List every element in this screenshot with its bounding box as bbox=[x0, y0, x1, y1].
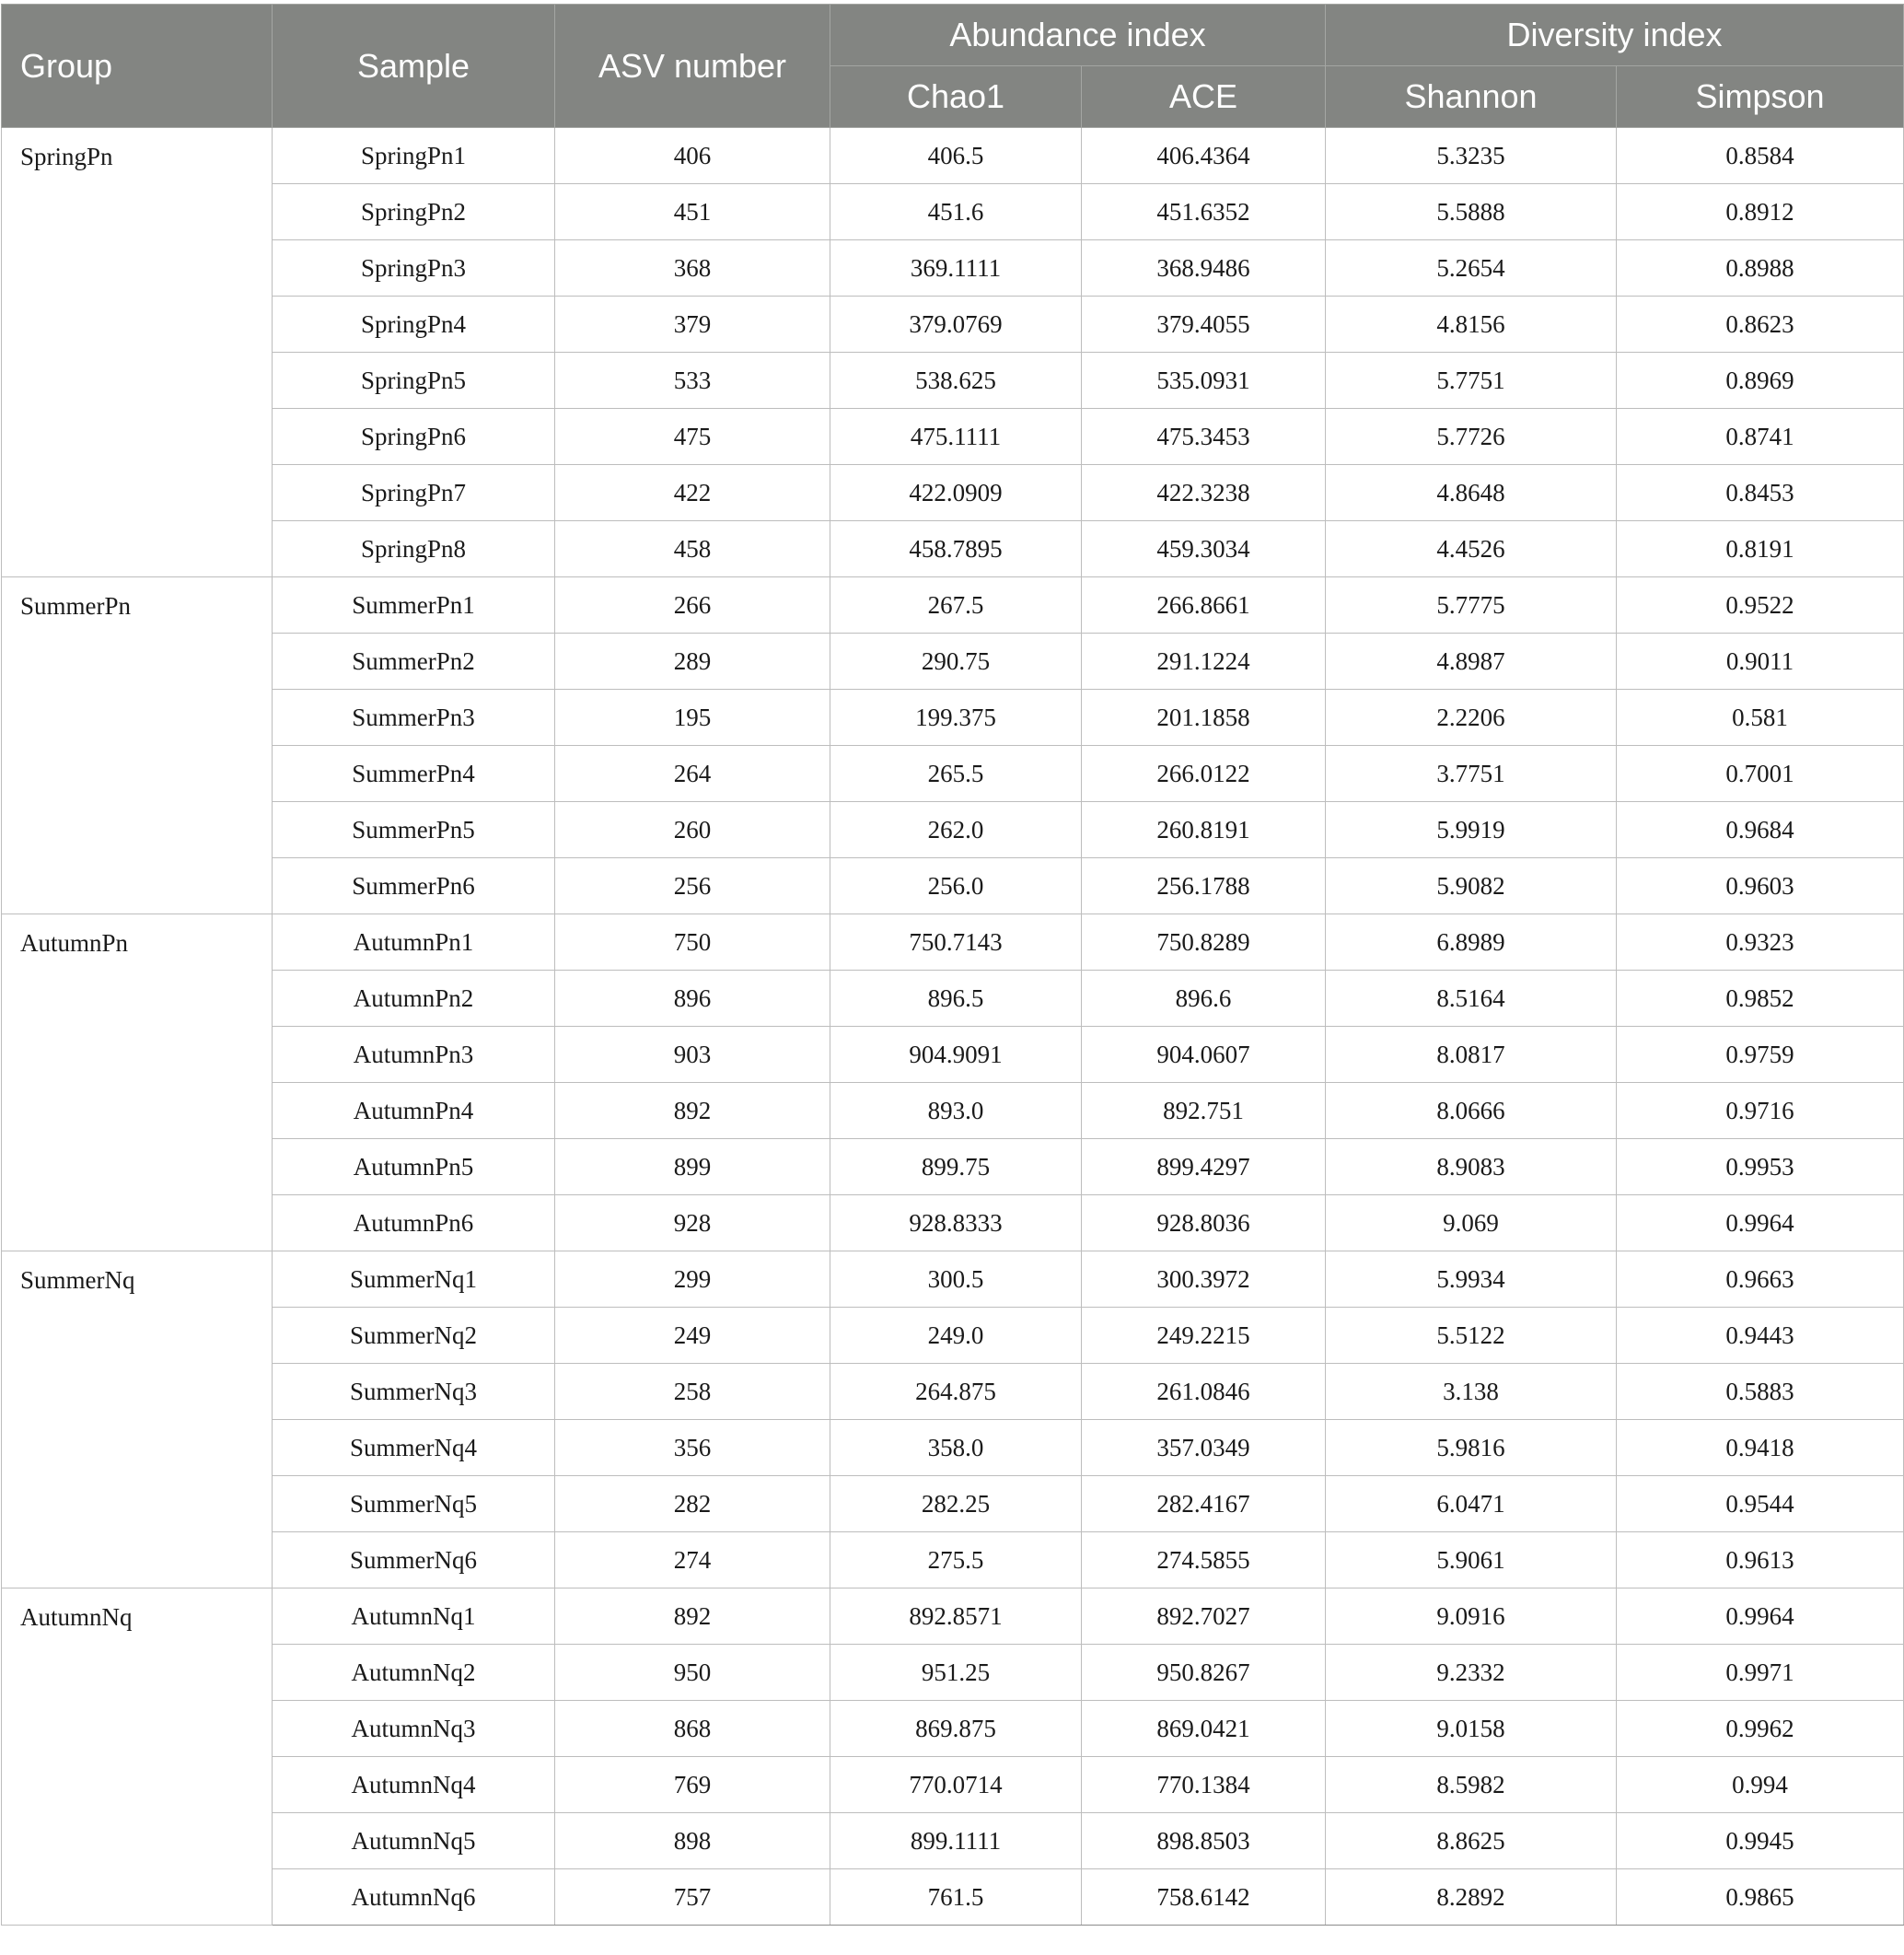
sample-cell: AutumnPn1 bbox=[273, 914, 555, 971]
chao1-cell: 265.5 bbox=[830, 746, 1082, 802]
ace-cell: 928.8036 bbox=[1082, 1195, 1326, 1251]
chao1-cell: 893.0 bbox=[830, 1083, 1082, 1139]
asv-cell: 950 bbox=[555, 1645, 830, 1701]
ace-cell: 300.3972 bbox=[1082, 1251, 1326, 1308]
chao1-cell: 458.7895 bbox=[830, 521, 1082, 577]
sample-cell: SpringPn5 bbox=[273, 353, 555, 409]
table-row bbox=[2, 1251, 1904, 1308]
table-row bbox=[2, 1532, 1904, 1588]
ace-cell: 451.6352 bbox=[1082, 184, 1326, 240]
sample-cell: SummerNq4 bbox=[273, 1420, 555, 1476]
shannon-cell: 8.2892 bbox=[1326, 1869, 1617, 1926]
ace-cell: 422.3238 bbox=[1082, 465, 1326, 521]
table-row bbox=[2, 1364, 1904, 1420]
simpson-cell: 0.9971 bbox=[1617, 1645, 1904, 1701]
header-chao1: Chao1 bbox=[830, 66, 1082, 128]
shannon-cell: 3.138 bbox=[1326, 1364, 1617, 1420]
ace-cell: 261.0846 bbox=[1082, 1364, 1326, 1420]
table-row bbox=[2, 1869, 1904, 1926]
table-row bbox=[2, 128, 1904, 184]
chao1-cell: 256.0 bbox=[830, 858, 1082, 914]
table-row bbox=[2, 1308, 1904, 1364]
table-row bbox=[2, 690, 1904, 746]
ace-cell: 282.4167 bbox=[1082, 1476, 1326, 1532]
shannon-cell: 3.7751 bbox=[1326, 746, 1617, 802]
header-row-1 bbox=[2, 5, 1904, 66]
table-row bbox=[2, 409, 1904, 465]
asv-cell: 533 bbox=[555, 353, 830, 409]
sample-cell: SpringPn3 bbox=[273, 240, 555, 297]
shannon-cell: 5.7775 bbox=[1326, 577, 1617, 634]
asv-cell: 868 bbox=[555, 1701, 830, 1757]
group-cell: SummerNq bbox=[2, 1251, 273, 1588]
ace-cell: 357.0349 bbox=[1082, 1420, 1326, 1476]
table-row bbox=[2, 1645, 1904, 1701]
table-row bbox=[2, 1139, 1904, 1195]
simpson-cell: 0.9953 bbox=[1617, 1139, 1904, 1195]
chao1-cell: 899.75 bbox=[830, 1139, 1082, 1195]
sample-cell: SpringPn8 bbox=[273, 521, 555, 577]
asv-cell: 898 bbox=[555, 1813, 830, 1869]
simpson-cell: 0.9759 bbox=[1617, 1027, 1904, 1083]
ace-cell: 898.8503 bbox=[1082, 1813, 1326, 1869]
shannon-cell: 5.5122 bbox=[1326, 1308, 1617, 1364]
shannon-cell: 5.2654 bbox=[1326, 240, 1617, 297]
chao1-cell: 869.875 bbox=[830, 1701, 1082, 1757]
group-cell: AutumnPn bbox=[2, 914, 273, 1251]
simpson-cell: 0.8191 bbox=[1617, 521, 1904, 577]
chao1-cell: 282.25 bbox=[830, 1476, 1082, 1532]
sample-cell: SummerNq6 bbox=[273, 1532, 555, 1588]
sample-cell: SummerNq5 bbox=[273, 1476, 555, 1532]
sample-cell: AutumnPn4 bbox=[273, 1083, 555, 1139]
simpson-cell: 0.9684 bbox=[1617, 802, 1904, 858]
diversity-table-container bbox=[0, 4, 1904, 1926]
shannon-cell: 8.0817 bbox=[1326, 1027, 1617, 1083]
sample-cell: SpringPn6 bbox=[273, 409, 555, 465]
ace-cell: 896.6 bbox=[1082, 971, 1326, 1027]
asv-cell: 928 bbox=[555, 1195, 830, 1251]
table-header bbox=[2, 5, 1904, 128]
shannon-cell: 5.7751 bbox=[1326, 353, 1617, 409]
group-cell: AutumnNq bbox=[2, 1588, 273, 1926]
sample-cell: AutumnPn3 bbox=[273, 1027, 555, 1083]
sample-cell: SummerNq1 bbox=[273, 1251, 555, 1308]
sample-cell: SummerPn5 bbox=[273, 802, 555, 858]
chao1-cell: 379.0769 bbox=[830, 297, 1082, 353]
shannon-cell: 5.9919 bbox=[1326, 802, 1617, 858]
asv-cell: 903 bbox=[555, 1027, 830, 1083]
shannon-cell: 5.9061 bbox=[1326, 1532, 1617, 1588]
asv-cell: 260 bbox=[555, 802, 830, 858]
simpson-cell: 0.9418 bbox=[1617, 1420, 1904, 1476]
asv-cell: 750 bbox=[555, 914, 830, 971]
header-abundance-index: Abundance index bbox=[830, 5, 1326, 66]
ace-cell: 379.4055 bbox=[1082, 297, 1326, 353]
chao1-cell: 249.0 bbox=[830, 1308, 1082, 1364]
asv-cell: 451 bbox=[555, 184, 830, 240]
sample-cell: SpringPn7 bbox=[273, 465, 555, 521]
chao1-cell: 750.7143 bbox=[830, 914, 1082, 971]
header-group: Group bbox=[2, 5, 273, 128]
ace-cell: 758.6142 bbox=[1082, 1869, 1326, 1926]
chao1-cell: 899.1111 bbox=[830, 1813, 1082, 1869]
chao1-cell: 199.375 bbox=[830, 690, 1082, 746]
simpson-cell: 0.8741 bbox=[1617, 409, 1904, 465]
shannon-cell: 5.3235 bbox=[1326, 128, 1617, 184]
ace-cell: 770.1384 bbox=[1082, 1757, 1326, 1813]
sample-cell: AutumnNq4 bbox=[273, 1757, 555, 1813]
chao1-cell: 290.75 bbox=[830, 634, 1082, 690]
sample-cell: AutumnPn2 bbox=[273, 971, 555, 1027]
asv-cell: 356 bbox=[555, 1420, 830, 1476]
asv-cell: 282 bbox=[555, 1476, 830, 1532]
asv-cell: 896 bbox=[555, 971, 830, 1027]
simpson-cell: 0.994 bbox=[1617, 1757, 1904, 1813]
simpson-cell: 0.8623 bbox=[1617, 297, 1904, 353]
simpson-cell: 0.9522 bbox=[1617, 577, 1904, 634]
shannon-cell: 5.9816 bbox=[1326, 1420, 1617, 1476]
asv-cell: 256 bbox=[555, 858, 830, 914]
sample-cell: AutumnPn5 bbox=[273, 1139, 555, 1195]
ace-cell: 459.3034 bbox=[1082, 521, 1326, 577]
table-row bbox=[2, 1757, 1904, 1813]
shannon-cell: 5.7726 bbox=[1326, 409, 1617, 465]
sample-cell: SpringPn2 bbox=[273, 184, 555, 240]
table-row bbox=[2, 521, 1904, 577]
sample-cell: SummerNq2 bbox=[273, 1308, 555, 1364]
simpson-cell: 0.8969 bbox=[1617, 353, 1904, 409]
ace-cell: 291.1224 bbox=[1082, 634, 1326, 690]
ace-cell: 266.8661 bbox=[1082, 577, 1326, 634]
simpson-cell: 0.5883 bbox=[1617, 1364, 1904, 1420]
chao1-cell: 770.0714 bbox=[830, 1757, 1082, 1813]
simpson-cell: 0.9945 bbox=[1617, 1813, 1904, 1869]
table-row bbox=[2, 1476, 1904, 1532]
asv-cell: 299 bbox=[555, 1251, 830, 1308]
header-ace: ACE bbox=[1082, 66, 1326, 128]
table-row bbox=[2, 914, 1904, 971]
ace-cell: 475.3453 bbox=[1082, 409, 1326, 465]
shannon-cell: 9.069 bbox=[1326, 1195, 1617, 1251]
table-row bbox=[2, 746, 1904, 802]
ace-cell: 249.2215 bbox=[1082, 1308, 1326, 1364]
simpson-cell: 0.9663 bbox=[1617, 1251, 1904, 1308]
shannon-cell: 5.9934 bbox=[1326, 1251, 1617, 1308]
asv-cell: 266 bbox=[555, 577, 830, 634]
asv-cell: 892 bbox=[555, 1588, 830, 1645]
chao1-cell: 892.8571 bbox=[830, 1588, 1082, 1645]
sample-cell: SummerPn2 bbox=[273, 634, 555, 690]
ace-cell: 535.0931 bbox=[1082, 353, 1326, 409]
shannon-cell: 2.2206 bbox=[1326, 690, 1617, 746]
chao1-cell: 951.25 bbox=[830, 1645, 1082, 1701]
asv-cell: 892 bbox=[555, 1083, 830, 1139]
ace-cell: 869.0421 bbox=[1082, 1701, 1326, 1757]
asv-cell: 458 bbox=[555, 521, 830, 577]
header-simpson: Simpson bbox=[1617, 66, 1904, 128]
ace-cell: 201.1858 bbox=[1082, 690, 1326, 746]
asv-cell: 368 bbox=[555, 240, 830, 297]
simpson-cell: 0.9962 bbox=[1617, 1701, 1904, 1757]
shannon-cell: 4.8156 bbox=[1326, 297, 1617, 353]
table-row bbox=[2, 184, 1904, 240]
table-row bbox=[2, 1588, 1904, 1645]
shannon-cell: 8.5982 bbox=[1326, 1757, 1617, 1813]
shannon-cell: 8.5164 bbox=[1326, 971, 1617, 1027]
table-row bbox=[2, 802, 1904, 858]
simpson-cell: 0.9603 bbox=[1617, 858, 1904, 914]
table-row bbox=[2, 1083, 1904, 1139]
simpson-cell: 0.9544 bbox=[1617, 1476, 1904, 1532]
table-row bbox=[2, 353, 1904, 409]
table-body bbox=[2, 128, 1904, 1926]
shannon-cell: 5.9082 bbox=[1326, 858, 1617, 914]
shannon-cell: 6.0471 bbox=[1326, 1476, 1617, 1532]
shannon-cell: 8.8625 bbox=[1326, 1813, 1617, 1869]
header-sample: Sample bbox=[273, 5, 555, 128]
asv-cell: 289 bbox=[555, 634, 830, 690]
simpson-cell: 0.9716 bbox=[1617, 1083, 1904, 1139]
simpson-cell: 0.8453 bbox=[1617, 465, 1904, 521]
ace-cell: 950.8267 bbox=[1082, 1645, 1326, 1701]
shannon-cell: 4.8987 bbox=[1326, 634, 1617, 690]
asv-cell: 249 bbox=[555, 1308, 830, 1364]
sample-cell: SummerNq3 bbox=[273, 1364, 555, 1420]
diversity-table bbox=[1, 4, 1904, 1926]
sample-cell: AutumnNq2 bbox=[273, 1645, 555, 1701]
asv-cell: 274 bbox=[555, 1532, 830, 1588]
asv-cell: 757 bbox=[555, 1869, 830, 1926]
asv-cell: 195 bbox=[555, 690, 830, 746]
sample-cell: SummerPn3 bbox=[273, 690, 555, 746]
header-shannon: Shannon bbox=[1326, 66, 1617, 128]
group-cell: SummerPn bbox=[2, 577, 273, 914]
ace-cell: 892.751 bbox=[1082, 1083, 1326, 1139]
chao1-cell: 262.0 bbox=[830, 802, 1082, 858]
chao1-cell: 451.6 bbox=[830, 184, 1082, 240]
table-row bbox=[2, 1027, 1904, 1083]
asv-cell: 422 bbox=[555, 465, 830, 521]
shannon-cell: 5.5888 bbox=[1326, 184, 1617, 240]
ace-cell: 899.4297 bbox=[1082, 1139, 1326, 1195]
table-row bbox=[2, 465, 1904, 521]
simpson-cell: 0.8988 bbox=[1617, 240, 1904, 297]
simpson-cell: 0.7001 bbox=[1617, 746, 1904, 802]
shannon-cell: 4.8648 bbox=[1326, 465, 1617, 521]
ace-cell: 256.1788 bbox=[1082, 858, 1326, 914]
chao1-cell: 264.875 bbox=[830, 1364, 1082, 1420]
chao1-cell: 475.1111 bbox=[830, 409, 1082, 465]
chao1-cell: 300.5 bbox=[830, 1251, 1082, 1308]
chao1-cell: 896.5 bbox=[830, 971, 1082, 1027]
sample-cell: SummerPn4 bbox=[273, 746, 555, 802]
chao1-cell: 904.9091 bbox=[830, 1027, 1082, 1083]
table-row bbox=[2, 577, 1904, 634]
shannon-cell: 9.2332 bbox=[1326, 1645, 1617, 1701]
ace-cell: 904.0607 bbox=[1082, 1027, 1326, 1083]
table-row bbox=[2, 1195, 1904, 1251]
ace-cell: 406.4364 bbox=[1082, 128, 1326, 184]
chao1-cell: 928.8333 bbox=[830, 1195, 1082, 1251]
group-cell: SpringPn bbox=[2, 128, 273, 577]
simpson-cell: 0.9852 bbox=[1617, 971, 1904, 1027]
header-asv-number: ASV number bbox=[555, 5, 830, 128]
ace-cell: 892.7027 bbox=[1082, 1588, 1326, 1645]
sample-cell: AutumnNq5 bbox=[273, 1813, 555, 1869]
table-row bbox=[2, 1701, 1904, 1757]
ace-cell: 368.9486 bbox=[1082, 240, 1326, 297]
asv-cell: 264 bbox=[555, 746, 830, 802]
shannon-cell: 4.4526 bbox=[1326, 521, 1617, 577]
table-row bbox=[2, 240, 1904, 297]
simpson-cell: 0.8912 bbox=[1617, 184, 1904, 240]
simpson-cell: 0.9964 bbox=[1617, 1588, 1904, 1645]
sample-cell: SummerPn1 bbox=[273, 577, 555, 634]
simpson-cell: 0.581 bbox=[1617, 690, 1904, 746]
ace-cell: 750.8289 bbox=[1082, 914, 1326, 971]
ace-cell: 266.0122 bbox=[1082, 746, 1326, 802]
simpson-cell: 0.9443 bbox=[1617, 1308, 1904, 1364]
shannon-cell: 8.0666 bbox=[1326, 1083, 1617, 1139]
chao1-cell: 358.0 bbox=[830, 1420, 1082, 1476]
shannon-cell: 9.0158 bbox=[1326, 1701, 1617, 1757]
table-row bbox=[2, 858, 1904, 914]
shannon-cell: 6.8989 bbox=[1326, 914, 1617, 971]
chao1-cell: 275.5 bbox=[830, 1532, 1082, 1588]
asv-cell: 406 bbox=[555, 128, 830, 184]
header-diversity-index: Diversity index bbox=[1326, 5, 1904, 66]
chao1-cell: 538.625 bbox=[830, 353, 1082, 409]
table-row bbox=[2, 297, 1904, 353]
ace-cell: 260.8191 bbox=[1082, 802, 1326, 858]
simpson-cell: 0.9323 bbox=[1617, 914, 1904, 971]
table-row bbox=[2, 1813, 1904, 1869]
chao1-cell: 369.1111 bbox=[830, 240, 1082, 297]
chao1-cell: 422.0909 bbox=[830, 465, 1082, 521]
simpson-cell: 0.9865 bbox=[1617, 1869, 1904, 1926]
sample-cell: AutumnNq6 bbox=[273, 1869, 555, 1926]
asv-cell: 379 bbox=[555, 297, 830, 353]
chao1-cell: 267.5 bbox=[830, 577, 1082, 634]
ace-cell: 274.5855 bbox=[1082, 1532, 1326, 1588]
simpson-cell: 0.9011 bbox=[1617, 634, 1904, 690]
table-row bbox=[2, 971, 1904, 1027]
simpson-cell: 0.9613 bbox=[1617, 1532, 1904, 1588]
sample-cell: SpringPn1 bbox=[273, 128, 555, 184]
shannon-cell: 8.9083 bbox=[1326, 1139, 1617, 1195]
chao1-cell: 761.5 bbox=[830, 1869, 1082, 1926]
asv-cell: 475 bbox=[555, 409, 830, 465]
shannon-cell: 9.0916 bbox=[1326, 1588, 1617, 1645]
simpson-cell: 0.8584 bbox=[1617, 128, 1904, 184]
sample-cell: AutumnNq1 bbox=[273, 1588, 555, 1645]
sample-cell: AutumnPn6 bbox=[273, 1195, 555, 1251]
asv-cell: 899 bbox=[555, 1139, 830, 1195]
chao1-cell: 406.5 bbox=[830, 128, 1082, 184]
sample-cell: AutumnNq3 bbox=[273, 1701, 555, 1757]
table-row bbox=[2, 634, 1904, 690]
sample-cell: SummerPn6 bbox=[273, 858, 555, 914]
table-row bbox=[2, 1420, 1904, 1476]
simpson-cell: 0.9964 bbox=[1617, 1195, 1904, 1251]
asv-cell: 258 bbox=[555, 1364, 830, 1420]
asv-cell: 769 bbox=[555, 1757, 830, 1813]
sample-cell: SpringPn4 bbox=[273, 297, 555, 353]
